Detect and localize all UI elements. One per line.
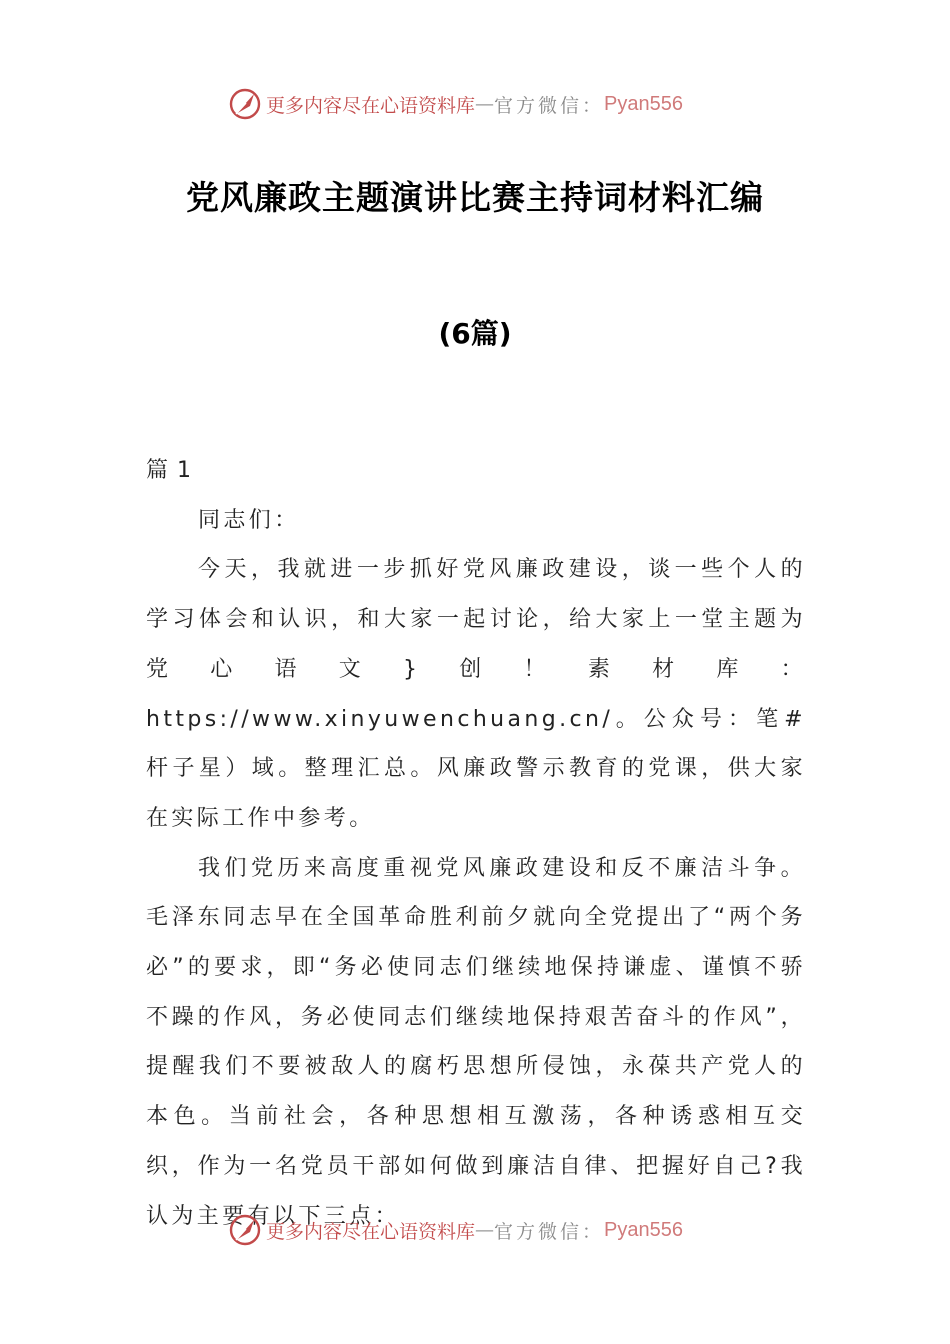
banner-wechat-label: 官方微信：	[494, 1220, 605, 1243]
banner-text: 更多内容尽在心语资料库	[266, 1220, 476, 1243]
header-watermark-banner	[228, 86, 728, 122]
banner-wechat-id: Pyan556	[604, 92, 683, 115]
banner-text: 更多内容尽在心语资料库	[266, 94, 476, 117]
body-paragraph: 我们党历来高度重视党风廉政建设和反不廉洁斗争。毛泽东同志早在全国革命胜利前夕就向全党提出了“两个务必”的要求，即“务必使同志们继续地保持谦虚、谨慎不骄不躁的作风，务必使同志们继续地保持艰苦奋斗的作风”，提醒我们不要被敌人的腐朽思想所侵蚀，永葆共产党人的本色。当前社会，各种思想相互激荡，各种诱惑相互交织，作为一名党员干部如何做到廉洁自律、把握好自己?我认为主要有以下三点：	[146, 855, 806, 1229]
chapter-heading: 篇 1	[146, 458, 192, 483]
banner-dash: —	[475, 1219, 495, 1241]
footer-watermark-banner	[228, 1212, 728, 1248]
quill-logo-icon	[228, 1213, 262, 1247]
banner-wechat-label: 官方微信：	[494, 94, 605, 117]
document-title: 党风廉政主题演讲比赛主持词材料汇编	[186, 178, 764, 217]
salutation-paragraph: 同志们：	[198, 507, 300, 533]
banner-wechat-id: Pyan556	[604, 1218, 683, 1241]
body-paragraph: 今天，我就进一步抓好党风廉政建设，谈一些个人的学习体会和认识，和大家一起讨论，给大家上一堂主题为党心语文}创！素材库：https://www.xinyuwenchuang.cn/。公众号：笔#杆子星）域。整理汇总。风廉政警示教育的党课，供大家在实际工作中参考。	[146, 557, 806, 831]
document-body	[146, 446, 806, 1241]
banner-dash: —	[475, 93, 495, 115]
document-subtitle: (6篇)	[438, 317, 512, 350]
quill-logo-icon	[228, 87, 262, 121]
